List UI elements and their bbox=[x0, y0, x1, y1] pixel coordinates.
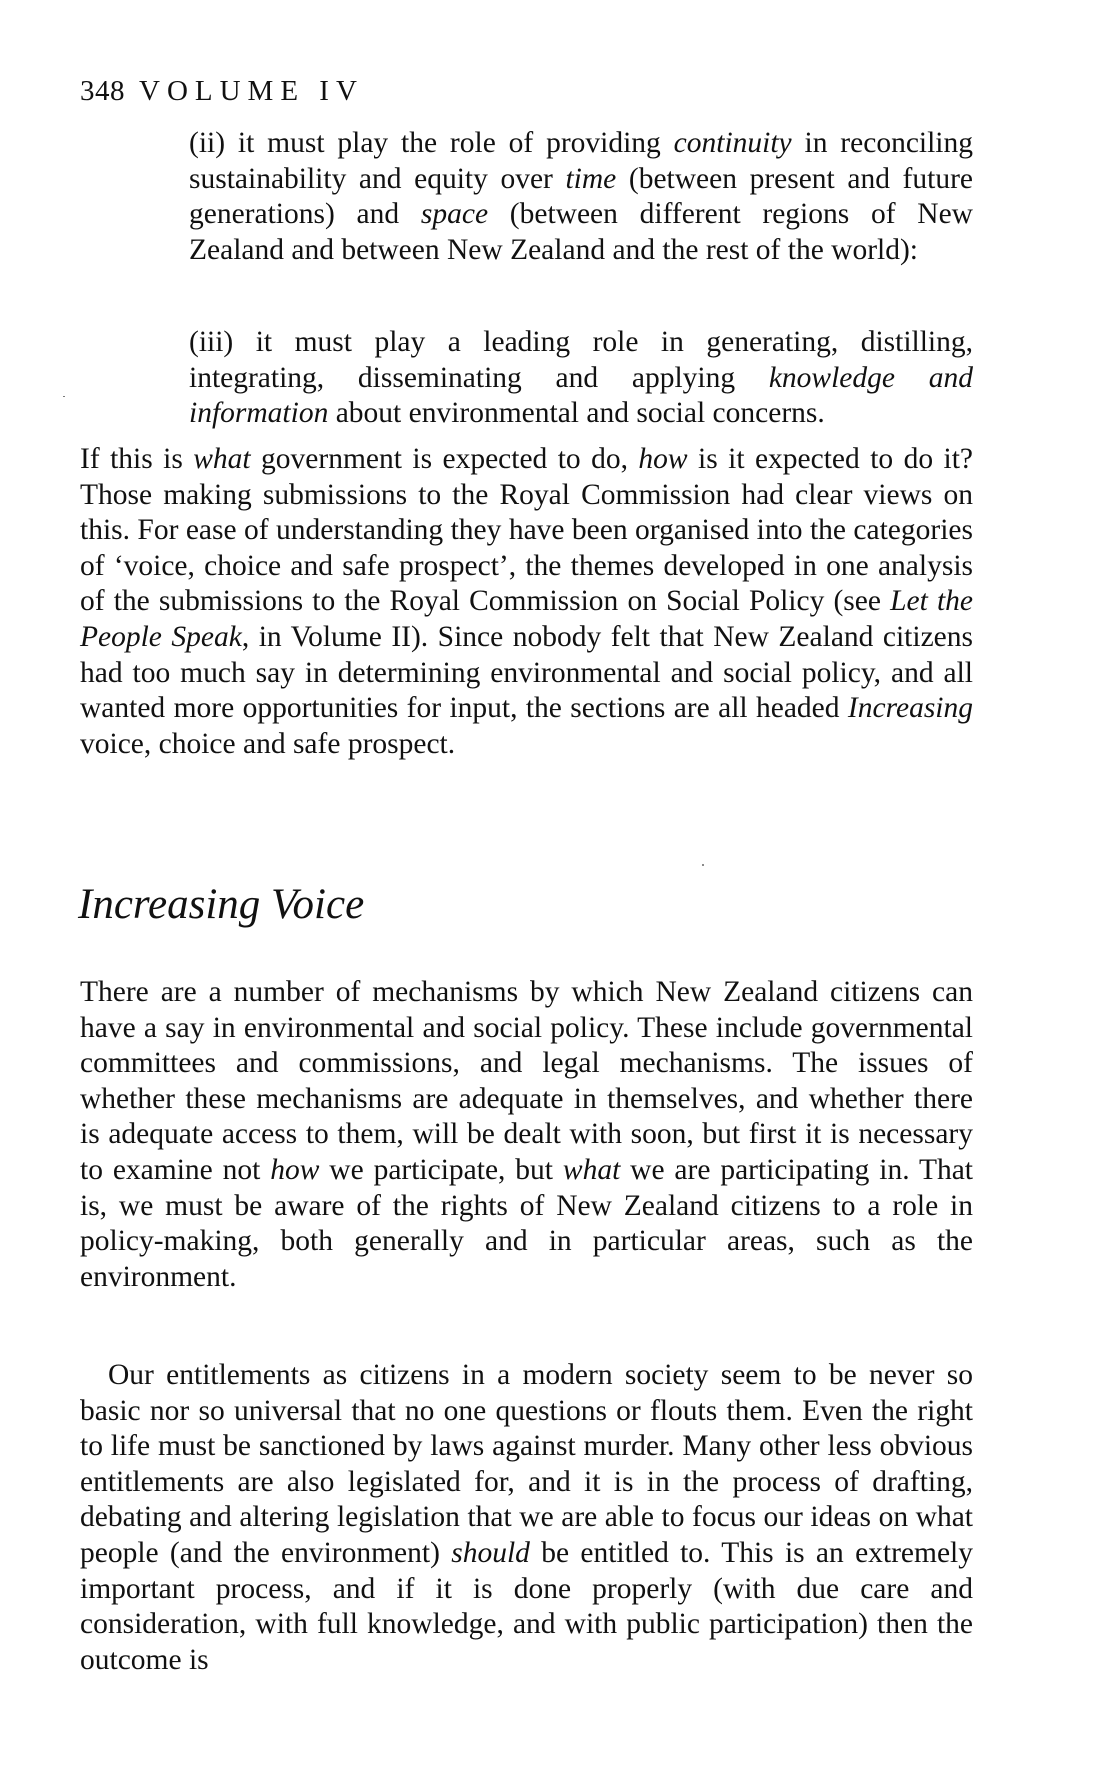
paragraph-text: we are participating in. That is, we must be aware of the rights of New Zealand citizens to a role in policy-making, both generally and in particular areas, such as the environment. bbox=[80, 1153, 974, 1293]
list-text: in reconciling sustainability and equity over bbox=[189, 127, 973, 195]
volume-label: VOLUME IV bbox=[139, 75, 364, 107]
list-marker: (ii) bbox=[189, 127, 226, 159]
section-heading: Increasing Voice bbox=[78, 881, 365, 928]
scan-speck bbox=[702, 864, 704, 866]
list-emphasis: time bbox=[565, 162, 617, 195]
intro-paragraph bbox=[80, 442, 973, 762]
paragraph-emphasis: Let the People Speak bbox=[80, 585, 973, 653]
paragraph-text: There are a number of mechanisms by which New Zealand citizens can have a say in environmental and social policy. These include governmental committees and commissions, and legal mechanisms. The issues of whether these mechanisms are adequate in themselves, and whether there is adequate access to them, will be dealt with soon, but first it is necessary to examine not bbox=[80, 976, 973, 1186]
voice-paragraph-1 bbox=[80, 975, 973, 1295]
page-number: 348 bbox=[80, 75, 125, 107]
list-marker: (iii) bbox=[189, 326, 234, 358]
list-emphasis: knowledge and information bbox=[189, 361, 973, 430]
list-text: about environmental and social concerns. bbox=[328, 397, 825, 430]
paragraph-text: we participate, but bbox=[319, 1153, 563, 1186]
paragraph-text: If this is bbox=[80, 443, 194, 475]
list-text: it must play the role of providing bbox=[225, 127, 674, 159]
list-text: (between different regions of New Zealand and between New Zealand and the rest of the world): bbox=[189, 198, 973, 266]
paragraph-emphasis: what bbox=[193, 443, 251, 475]
paragraph-text: be entitled to. This is an extremely important process, and if it is done properly (with due care and consideration, with full knowledge, and with public participation) then the outcome is bbox=[80, 1536, 974, 1676]
list-text: (between present and future generations) and bbox=[189, 162, 973, 231]
paragraph-text: government is expected to do, bbox=[250, 443, 639, 475]
list-emphasis: continuity bbox=[673, 127, 792, 159]
list-text: it must play a leading role in generating, distilling, integrating, disseminating and applying bbox=[189, 326, 973, 394]
paragraph-text: Our entitlements as citizens in a modern society seem to be never so basic nor so universal that no one questions or flouts them. Even the right to life must be sanctioned by laws against murder. Many other less obvious entitlements are also legislated for, and it is in the process of drafting, debating and altering legislation that we are able to focus our ideas on what people (and the environment) bbox=[80, 1359, 973, 1569]
paragraph-emphasis: should bbox=[451, 1536, 530, 1569]
list-item-iii bbox=[189, 325, 973, 432]
running-head bbox=[80, 74, 364, 108]
paragraph-text: , in Volume II). Since nobody felt that New Zealand citizens had too much say in determining environmental and social policy, and all wanted more opportunities for input, the sections are all headed bbox=[80, 620, 973, 725]
paragraph-text: voice, choice and safe prospect. bbox=[80, 727, 456, 760]
paragraph-text: is it expected to do it? Those making submissions to the Royal Commission had clear views on this. For ease of understanding they have been organised into the categories of ‘voice, choice and safe prospect’, the themes developed in one analysis of the submissions to the Royal Commission on Social Policy (see bbox=[80, 443, 973, 618]
paragraph-emphasis: how bbox=[270, 1153, 320, 1186]
list-item-ii bbox=[189, 126, 973, 268]
paragraph-emphasis: Increasing bbox=[847, 692, 973, 725]
voice-paragraph-2 bbox=[80, 1358, 973, 1678]
paragraph-emphasis: what bbox=[562, 1153, 621, 1186]
paragraph-emphasis: how bbox=[638, 443, 688, 475]
scan-speck bbox=[63, 396, 65, 397]
list-emphasis: space bbox=[420, 198, 489, 231]
